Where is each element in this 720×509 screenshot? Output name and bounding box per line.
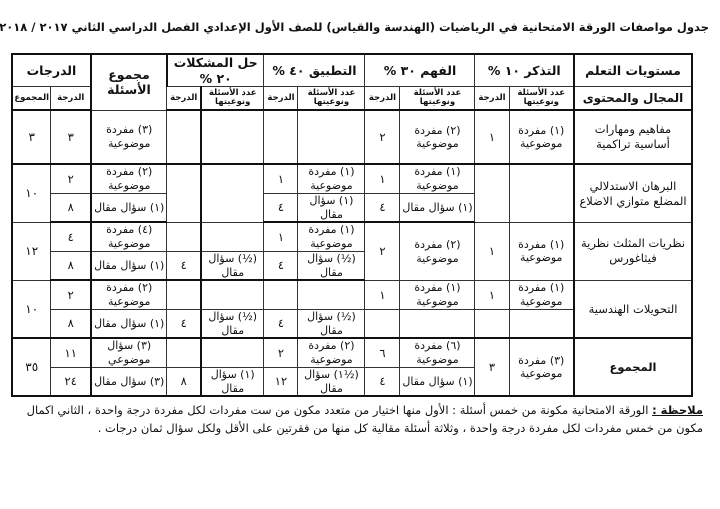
header-grade: الدرجة xyxy=(52,87,92,111)
total-cell: ٣ xyxy=(13,110,52,164)
count-cell: (١) سؤال مقال xyxy=(401,193,476,222)
empty-cell xyxy=(476,309,510,338)
header-total: المجموع xyxy=(13,87,52,111)
empty-cell xyxy=(168,338,202,367)
count-cell: (١) سؤال مقال xyxy=(202,367,265,396)
grade-cell: ٤ xyxy=(265,251,299,280)
grade-cell: ١ xyxy=(366,164,401,193)
grade-cell: ١ xyxy=(265,222,299,251)
header-grade: الدرجة xyxy=(476,87,510,111)
total-questions-cell: (٣) مفردة موضوعية xyxy=(92,110,168,164)
total-questions-cell: (٣) سؤال مقال xyxy=(92,367,168,396)
grade-cell: ١ xyxy=(366,280,401,309)
domain-cell: مفاهيم ومهارات أساسية تراكمية xyxy=(575,110,693,164)
total-questions-cell: (٤) مفردة موضوعية xyxy=(92,222,168,251)
grade-cell: ٨ xyxy=(168,367,202,396)
header-total-questions: مجموع الأسئلة xyxy=(92,54,168,110)
header-domain: المجال والمحتوى xyxy=(575,87,693,111)
header-grade: الدرجة xyxy=(366,87,401,111)
header-count-type: عدد الأسئلة ونوعيتها xyxy=(202,87,265,111)
note-label: ملاحظة : xyxy=(653,403,704,417)
header-levels: مستويات التعلم xyxy=(575,54,693,87)
grade-cell: ٤ xyxy=(168,251,202,280)
count-cell: (١) مفردة موضوعية xyxy=(510,222,575,280)
count-cell: (٢) مفردة موضوعية xyxy=(401,110,476,164)
grade-cell: ٢ xyxy=(265,338,299,367)
empty-cell xyxy=(265,280,299,309)
page-title: جدول مواصفات الورقة الامتحانية في الرياضيات (الهندسة والقياس) للصف الأول الإعدادي الفصل الدراسي الثاني ٢٠١٧ / ٢٠١٨ xyxy=(0,20,710,34)
count-cell: (½١) سؤال مقال xyxy=(299,367,366,396)
empty-cell xyxy=(510,164,575,222)
domain-cell: التحويلات الهندسية xyxy=(575,280,693,338)
total-questions-cell: (١) سؤال مقال xyxy=(92,193,168,222)
empty-cell xyxy=(299,110,366,164)
grade-cell: ١١ xyxy=(52,338,92,367)
domain-cell: البرهان الاستدلالي المضلع متوازي الاضلاع xyxy=(575,164,693,222)
count-cell: (٦) مفردة موضوعية xyxy=(401,338,476,367)
grade-cell: ٢ xyxy=(366,222,401,280)
count-cell: (٢) مفردة موضوعية xyxy=(401,222,476,280)
total-questions-cell: (٣) سؤال موضوعي xyxy=(92,338,168,367)
empty-cell xyxy=(401,309,476,338)
empty-cell xyxy=(168,164,202,222)
grade-cell: ١ xyxy=(476,110,510,164)
count-cell: (١) سؤال مقال xyxy=(401,367,476,396)
count-cell: (½) سؤال مقال xyxy=(202,309,265,338)
grand-total-cell: ٣٥ xyxy=(13,338,52,396)
empty-cell xyxy=(202,338,265,367)
count-cell: (½) سؤال مقال xyxy=(299,309,366,338)
count-cell: (١) مفردة موضوعية xyxy=(299,164,366,193)
grade-cell: ٤ xyxy=(265,193,299,222)
count-cell: (١) مفردة موضوعية xyxy=(401,164,476,193)
empty-cell xyxy=(299,280,366,309)
grade-cell: ٨ xyxy=(52,309,92,338)
empty-cell xyxy=(510,309,575,338)
note-paragraph xyxy=(12,402,704,438)
header-count-type: عدد الأسئلة ونوعيتها xyxy=(510,87,575,111)
header-understand: الفهم ٣٠ % xyxy=(366,54,476,87)
count-cell: (١) مفردة موضوعية xyxy=(299,222,366,251)
grade-cell: ٤ xyxy=(168,309,202,338)
domain-cell-total: المجموع xyxy=(575,338,693,396)
note-text: الورقة الامتحانية مكونة من خمس أسئلة : الأول منها اختيار من متعدد مكون من ست مفردات لكل مفردة درجة واحدة ، الثاني اكمال مكون من خمس مفردات لكل مفردة درجة واحدة ، وثلاثة أسئلة مقالية كل منها من فقرتين على الأقل ولكل سؤال ثمان درجات . xyxy=(27,403,704,435)
header-apply: التطبيق ٤٠ % xyxy=(265,54,366,87)
empty-cell xyxy=(202,110,265,164)
empty-cell xyxy=(202,222,265,251)
header-problem-solving: حل المشكلات ٢٠ % xyxy=(168,54,265,87)
grade-cell: ٣ xyxy=(476,338,510,396)
empty-cell xyxy=(202,280,265,309)
count-cell: (½) سؤال مقال xyxy=(299,251,366,280)
grade-cell: ١ xyxy=(476,280,510,309)
specification-table xyxy=(14,53,694,397)
empty-cell xyxy=(476,164,510,222)
grade-cell: ٢ xyxy=(366,110,401,164)
total-cell: ١٢ xyxy=(13,222,52,280)
header-grade: الدرجة xyxy=(168,87,202,111)
count-cell: (٣) مفردة موضوعية xyxy=(510,338,575,396)
grade-cell: ٢ xyxy=(52,164,92,193)
grade-cell: ٦ xyxy=(366,338,401,367)
grade-cell: ١٢ xyxy=(265,367,299,396)
grade-cell: ٨ xyxy=(52,193,92,222)
total-cell: ١٠ xyxy=(13,280,52,338)
header-count-type: عدد الأسئلة ونوعيتها xyxy=(401,87,476,111)
empty-cell xyxy=(366,309,401,338)
grade-cell: ٢ xyxy=(52,280,92,309)
empty-cell xyxy=(168,222,202,251)
count-cell: (½) سؤال مقال xyxy=(202,251,265,280)
grade-cell: ٤ xyxy=(366,367,401,396)
total-questions-cell: (٢) مفردة موضوعية xyxy=(92,164,168,193)
total-cell: ١٠ xyxy=(13,164,52,222)
grade-cell: ١ xyxy=(476,222,510,280)
count-cell: (١) مفردة موضوعية xyxy=(510,110,575,164)
domain-cell: نظريات المثلث نظرية فيثاغورس xyxy=(575,222,693,280)
grade-cell: ١ xyxy=(265,164,299,193)
grade-cell: ٤ xyxy=(366,193,401,222)
grade-cell: ٢٤ xyxy=(52,367,92,396)
empty-cell xyxy=(265,110,299,164)
empty-cell xyxy=(168,280,202,309)
total-questions-cell: (١) سؤال مقال xyxy=(92,251,168,280)
count-cell: (١) سؤال مقال xyxy=(299,193,366,222)
count-cell: (١) مفردة موضوعية xyxy=(510,280,575,309)
empty-cell xyxy=(202,164,265,222)
count-cell: (١) مفردة موضوعية xyxy=(401,280,476,309)
header-grades: الدرجات xyxy=(13,54,92,87)
total-questions-cell: (١) سؤال مقال xyxy=(92,309,168,338)
empty-cell xyxy=(168,110,202,164)
total-questions-cell: (٢) مفردة موضوعية xyxy=(92,280,168,309)
grade-cell: ٣ xyxy=(52,110,92,164)
grade-cell: ٤ xyxy=(265,309,299,338)
grade-cell: ٤ xyxy=(52,222,92,251)
header-count-type: عدد الأسئلة ونوعيتها xyxy=(299,87,366,111)
header-grade: الدرجة xyxy=(265,87,299,111)
count-cell: (٢) مفردة موضوعية xyxy=(299,338,366,367)
header-remember: التذكر ١٠ % xyxy=(476,54,575,87)
grade-cell: ٨ xyxy=(52,251,92,280)
